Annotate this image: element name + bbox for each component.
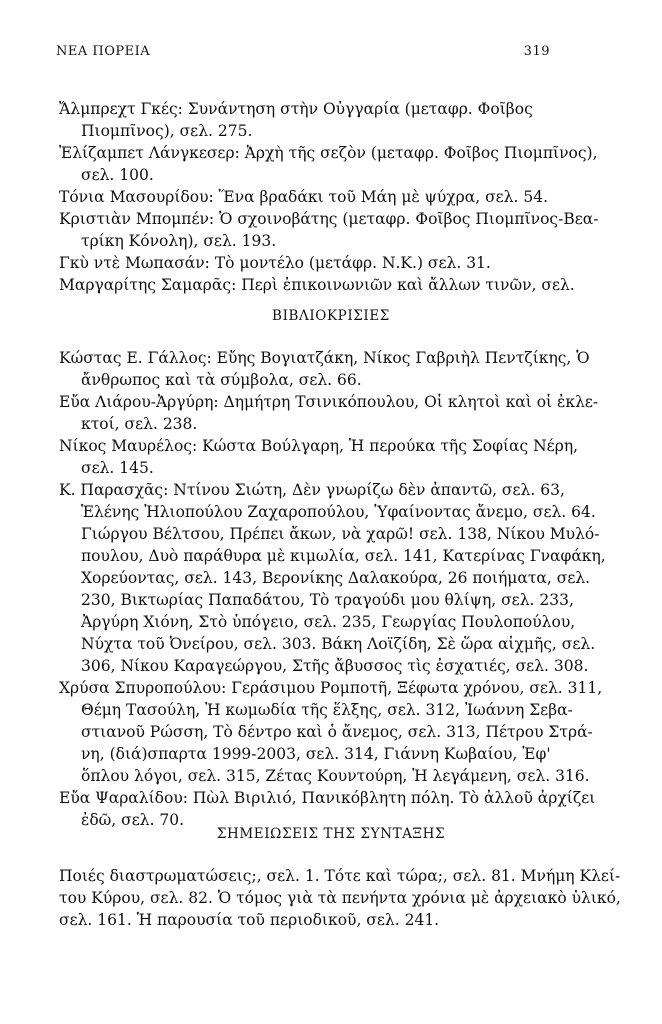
entry-line: Νίκος Μαυρέλος: Κώστα Βούλγαρη, Ἡ περούκα τῆς Σοφίας Νέρη, <box>59 437 579 455</box>
entry-line: Θέμη Τασούλη, Ἡ κωμωδία τῆς ἕλξης, σελ. 312, Ἰωάννη Σεβα- <box>81 701 573 719</box>
entry-line: σελ. 145. <box>81 459 154 477</box>
list-item <box>59 479 606 677</box>
entry-line: Γιώργου Βέλτσου, Πρέπει ἄκων, νὰ χαρῶ! σελ. 138, Νίκου Μυλό- <box>81 525 600 543</box>
entry-line: Ἀργύρη Χιόνη, Στὸ ὑπόγειο, σελ. 235, Γεωργίας Πουλοπούλου, <box>81 613 576 631</box>
note-line: Ποιές διαστρωματώσεις;, σελ. 1. Τότε καὶ τώρα;, σελ. 81. Μνήμη Κλεί- <box>59 867 621 885</box>
list-item <box>59 98 573 142</box>
list-item <box>59 208 599 252</box>
section-heading-editorial-notes: ΣΗΜΕΙΩΣΕΙΣ ΤΗΣ ΣΥΝΤΑΞΗΣ <box>216 826 446 842</box>
note-line: σελ. 161. Ἡ παρουσία τοῦ περιοδικοῦ, σελ. 241. <box>59 911 440 929</box>
list-item <box>59 677 603 787</box>
entry-line: Νύχτα τοῦ Ὀνείρου, σελ. 303. Βάκη Λοϊζίδη, Σὲ ὥρα αἰχμῆς, σελ. <box>81 635 596 653</box>
entry-line: Χρύσα Σπυροπούλου: Γεράσιμου Ρομποτῆ, Ξέφωτα χρόνου, σελ. 311, <box>59 679 603 697</box>
list-item <box>59 142 598 186</box>
entry-line: ἐδῶ, σελ. 70. <box>81 811 185 829</box>
entry-line: Πιομπῖνος), σελ. 275. <box>81 122 253 140</box>
list-item <box>59 252 573 274</box>
entry-line: Κριστιὰν Μπομπέν: Ὁ σχοινοβάτης (μεταφρ. Φοῖβος Πιομπῖνος-Βεα- <box>59 210 599 228</box>
page-number: 319 <box>523 44 550 59</box>
entry-line: 230, Βικτωρίας Παπαδάτου, Τὸ τραγούδι μου θλίψη, σελ. 233, <box>81 591 574 609</box>
entry-line: Κ. Παρασχᾶς: Ντίνου Σιώτη, Δὲν γνωρίζω δὲν ἀπαντῶ, σελ. 63, <box>59 481 565 499</box>
entry-line: Εὔα Ψαραλίδου: Πὼλ Βιριλιό, Πανικόβλητη πόλη. Τὸ ἀλλοῦ ἀρχίζει <box>59 789 596 807</box>
list-item <box>59 274 573 296</box>
editorial-notes-paragraph <box>59 865 621 931</box>
entry-line: πουλου, Δυὸ παράθυρα μὲ κιμωλία, σελ. 141, Κατερίνας Γναφάκη, <box>81 547 606 565</box>
entry-line: 306, Νίκου Καραγεώργου, Στῆς ἄβυσσος τὶς ἐσχατιές, σελ. 308. <box>81 657 589 675</box>
list-item <box>59 347 590 391</box>
book-reviews-list <box>59 347 606 831</box>
entry-line: Κώστας Ε. Γάλλος: Εὔης Βογιατζάκη, Νίκος Γαβριὴλ Πεντζίκης, Ὁ <box>59 349 590 367</box>
note-line: του Κύρου, σελ. 82. Ὁ τόμος γιὰ τὰ πενήντα χρόνια μὲ ἀρχειακὸ ὑλικό, <box>59 889 621 907</box>
entry-line: Χορεύοντας, σελ. 143, Βερονίκης Δαλακούρα, 26 ποιήματα, σελ. <box>81 569 591 587</box>
entry-line: Ἑλένης Ἠλιοπούλου Ζαχαροπούλου, Ὑφαίνοντας ἄνεμο, σελ. 64. <box>81 503 596 521</box>
entry-line: ὅπλου λόγοι, σελ. 315, Ζέτας Κουντούρη, Ἡ λεγάμενη, σελ. 316. <box>81 767 590 785</box>
entry-line: Εὔα Λιάρου-Ἀργύρη: Δημήτρη Τσινικόπουλου, Οἱ κλητοὶ καὶ οἱ ἐκλε- <box>59 393 599 411</box>
list-item <box>59 787 596 831</box>
list-item <box>59 391 599 435</box>
page-header <box>56 44 550 59</box>
list-item <box>59 435 579 479</box>
entry-line: Ἄλμπρεχτ Γκές: Συνάντηση στὴν Οὐγγαρία (μεταφρ. Φοῖβος <box>59 100 533 118</box>
entry-line: σελ. 100. <box>81 166 154 184</box>
entry-line: τρίκη Κόνολη), σελ. 193. <box>81 232 277 250</box>
entry-line: Μαργαρίτης Σαμαρᾶς: Περὶ ἐπικοινωνιῶν καὶ ἄλλων τινῶν, σελ. <box>59 276 575 294</box>
entry-line: κτοί, σελ. 238. <box>81 415 198 433</box>
entry-line: στιανοῦ Ρώσση, Τὸ δέντρο καὶ ὁ ἄνεμος, σελ. 313, Πέτρου Στρά- <box>81 723 593 741</box>
list-item <box>59 186 573 208</box>
entry-line: Ἐλίζαμπετ Λάνγκεσερ: Ἀρχὴ τῆς σεζὸν (μεταφρ. Φοῖβος Πιομπῖνος), <box>59 144 598 162</box>
entry-line: ἄνθρωπος καὶ τὰ σύμβολα, σελ. 66. <box>81 371 362 389</box>
journal-title: ΝΕΑ ΠΟΡΕΙΑ <box>56 44 151 59</box>
entry-line: νη, (διά)σπαρτα 1999-2003, σελ. 314, Γιάννη Κωβαίου, Ἐφ' <box>81 745 551 763</box>
entry-line: Γκὺ ντὲ Μωπασάν: Τὸ μοντέλο (μετάφρ. Ν.Κ.) σελ. 31. <box>59 254 491 272</box>
section-heading-book-reviews: ΒΙΒΛΙΟΚΡΙΣΙΕΣ <box>272 308 390 324</box>
entry-line: Τόνια Μασουρίδου: Ἕνα βραδάκι τοῦ Μάη μὲ ψύχρα, σελ. 54. <box>59 188 549 206</box>
translations-list <box>59 98 599 296</box>
